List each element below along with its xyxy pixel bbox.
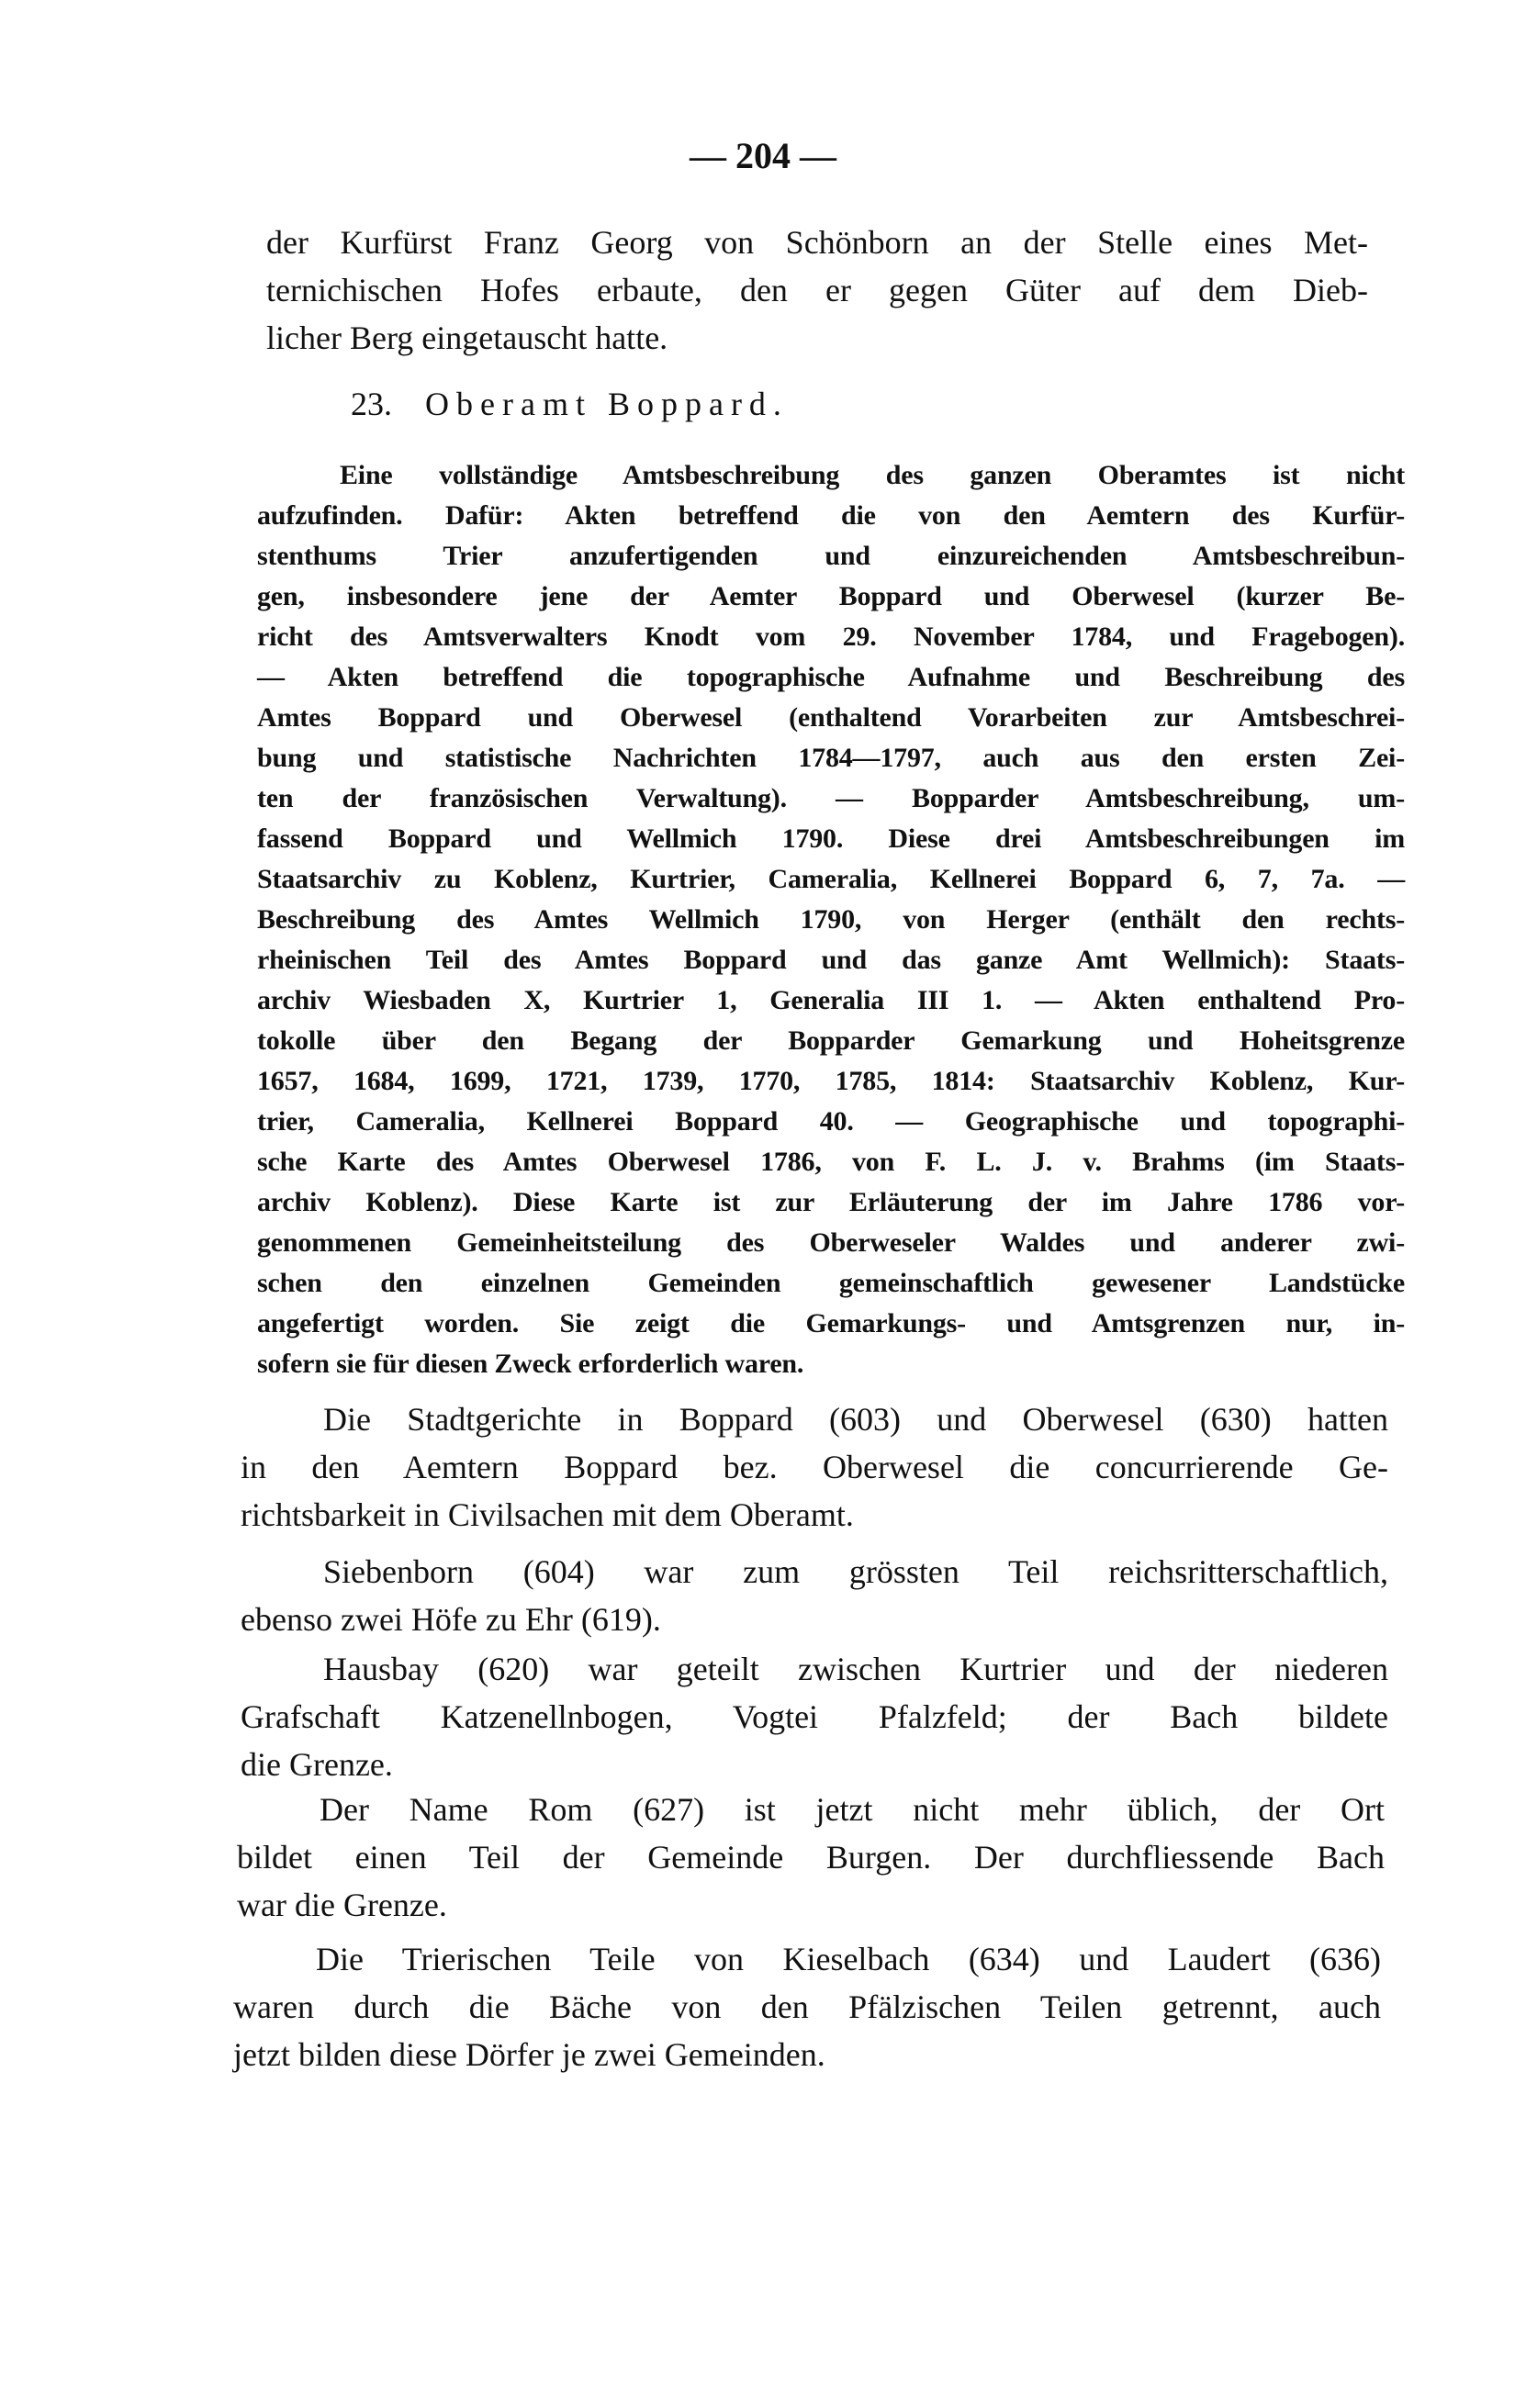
paragraph-siebenborn bbox=[241, 1548, 1388, 1643]
text-line: licher Berg eingetauscht hatte. bbox=[266, 319, 668, 356]
section-title: Oberamt Boppard. bbox=[425, 386, 789, 422]
text-line: ebenso zwei Höfe zu Ehr (619). bbox=[241, 1601, 661, 1638]
text-line: Beschreibung des Amtes Wellmich 1790, von Herger (enthält den rechts- bbox=[257, 904, 1405, 935]
text-line: — Akten betreffend die topographische Aufnahme und Beschreibung des bbox=[257, 662, 1405, 692]
text-line: bildet einen Teil der Gemeinde Burgen. Der durchfliessende Bach bbox=[237, 1839, 1385, 1876]
text-line: Amtes Boppard und Oberwesel (enthaltend Vorarbeiten zur Amtsbeschrei- bbox=[257, 702, 1405, 733]
text-line: rheinischen Teil des Amtes Boppard und das ganze Amt Wellmich): Staats- bbox=[257, 945, 1405, 975]
source-note bbox=[257, 455, 1405, 1384]
section-heading bbox=[351, 378, 789, 430]
text-line: archiv Koblenz). Diese Karte ist zur Erläuterung der im Jahre 1786 vor- bbox=[257, 1187, 1405, 1217]
text-line: sche Karte des Amtes Oberwesel 1786, von F. L. J. v. Brahms (im Staats- bbox=[257, 1147, 1405, 1177]
text-line: ten der französischen Verwaltung). — Bopparder Amtsbeschreibung, um- bbox=[257, 783, 1405, 813]
text-line: gen, insbesondere jene der Aemter Boppard und Oberwesel (kurzer Be- bbox=[257, 581, 1405, 611]
text-line: Die Trierischen Teile von Kieselbach (634) und Laudert (636) bbox=[316, 1941, 1381, 1977]
text-line: sofern sie für diesen Zweck erforderlich waren. bbox=[257, 1349, 804, 1379]
text-line: richt des Amtsverwalters Knodt vom 29. November 1784, und Fragebogen). bbox=[257, 622, 1405, 652]
text-line: angefertigt worden. Sie zeigt die Gemarkungs- und Amtsgrenzen nur, in- bbox=[257, 1308, 1405, 1338]
text-line: stenthums Trier anzufertigenden und einzureichenden Amtsbeschreibun- bbox=[257, 541, 1405, 571]
text-line: Der Name Rom (627) ist jetzt nicht mehr üblich, der Ort bbox=[320, 1791, 1385, 1828]
paragraph-rom bbox=[237, 1786, 1385, 1929]
text-line: war die Grenze. bbox=[237, 1887, 447, 1923]
text-line: waren durch die Bäche von den Pfälzischen Teilen getrennt, auch bbox=[233, 1988, 1381, 2025]
text-line: tokolle über den Begang der Bopparder Gemarkung und Hoheitsgrenze bbox=[257, 1025, 1405, 1056]
section-number: 23. bbox=[351, 386, 392, 422]
text-line: Siebenborn (604) war zum grössten Teil reichsritterschaftlich, bbox=[323, 1553, 1388, 1590]
text-line: in den Aemtern Boppard bez. Oberwesel die concurrierende Ge- bbox=[241, 1449, 1388, 1485]
text-line: Hausbay (620) war geteilt zwischen Kurtrier und der niederen bbox=[323, 1651, 1388, 1687]
paragraph-hausbay bbox=[241, 1645, 1388, 1788]
text-line: bung und statistische Nachrichten 1784—1797, auch aus den ersten Zei- bbox=[257, 743, 1405, 773]
text-line: archiv Wiesbaden X, Kurtrier 1, Generalia III 1. — Akten enthaltend Pro- bbox=[257, 985, 1405, 1015]
text-line: Staatsarchiv zu Koblenz, Kurtrier, Cameralia, Kellnerei Boppard 6, 7, 7a. — bbox=[257, 864, 1405, 894]
page-number: — 204 — bbox=[690, 135, 836, 176]
paragraph-stadtgerichte bbox=[241, 1395, 1388, 1539]
text-line: fassend Boppard und Wellmich 1790. Diese drei Amtsbeschreibungen im bbox=[257, 823, 1405, 854]
text-line: genommenen Gemeinheitsteilung des Oberweseler Waldes und anderer zwi- bbox=[257, 1227, 1405, 1258]
text-line: Die Stadtgerichte in Boppard (603) und Oberwesel (630) hatten bbox=[323, 1401, 1388, 1438]
text-line: schen den einzelnen Gemeinden gemeinschaftlich gewesener Landstücke bbox=[257, 1268, 1405, 1298]
text-line: 1657, 1684, 1699, 1721, 1739, 1770, 1785, 1814: Staatsarchiv Koblenz, Kur- bbox=[257, 1066, 1405, 1096]
paragraph-kieselbach bbox=[233, 1935, 1381, 2078]
paragraph-continuation bbox=[266, 218, 1368, 362]
text-line: ternichischen Hofes erbaute, den er gegen Güter auf dem Dieb- bbox=[266, 272, 1368, 308]
text-line: Grafschaft Katzenellnbogen, Vogtei Pfalzfeld; der Bach bildete bbox=[241, 1698, 1388, 1735]
text-line: aufzufinden. Dafür: Akten betreffend die von den Aemtern des Kurfür- bbox=[257, 500, 1405, 531]
text-line: trier, Cameralia, Kellnerei Boppard 40. — Geographische und topographi- bbox=[257, 1106, 1405, 1137]
text-line: jetzt bilden diese Dörfer je zwei Gemeinden. bbox=[233, 2036, 825, 2073]
text-line: der Kurfürst Franz Georg von Schönborn an der Stelle eines Met- bbox=[266, 224, 1368, 261]
text-line: Eine vollständige Amtsbeschreibung des ganzen Oberamtes ist nicht bbox=[340, 460, 1405, 490]
text-line: richtsbarkeit in Civilsachen mit dem Oberamt. bbox=[241, 1496, 854, 1533]
text-line: die Grenze. bbox=[241, 1746, 393, 1783]
